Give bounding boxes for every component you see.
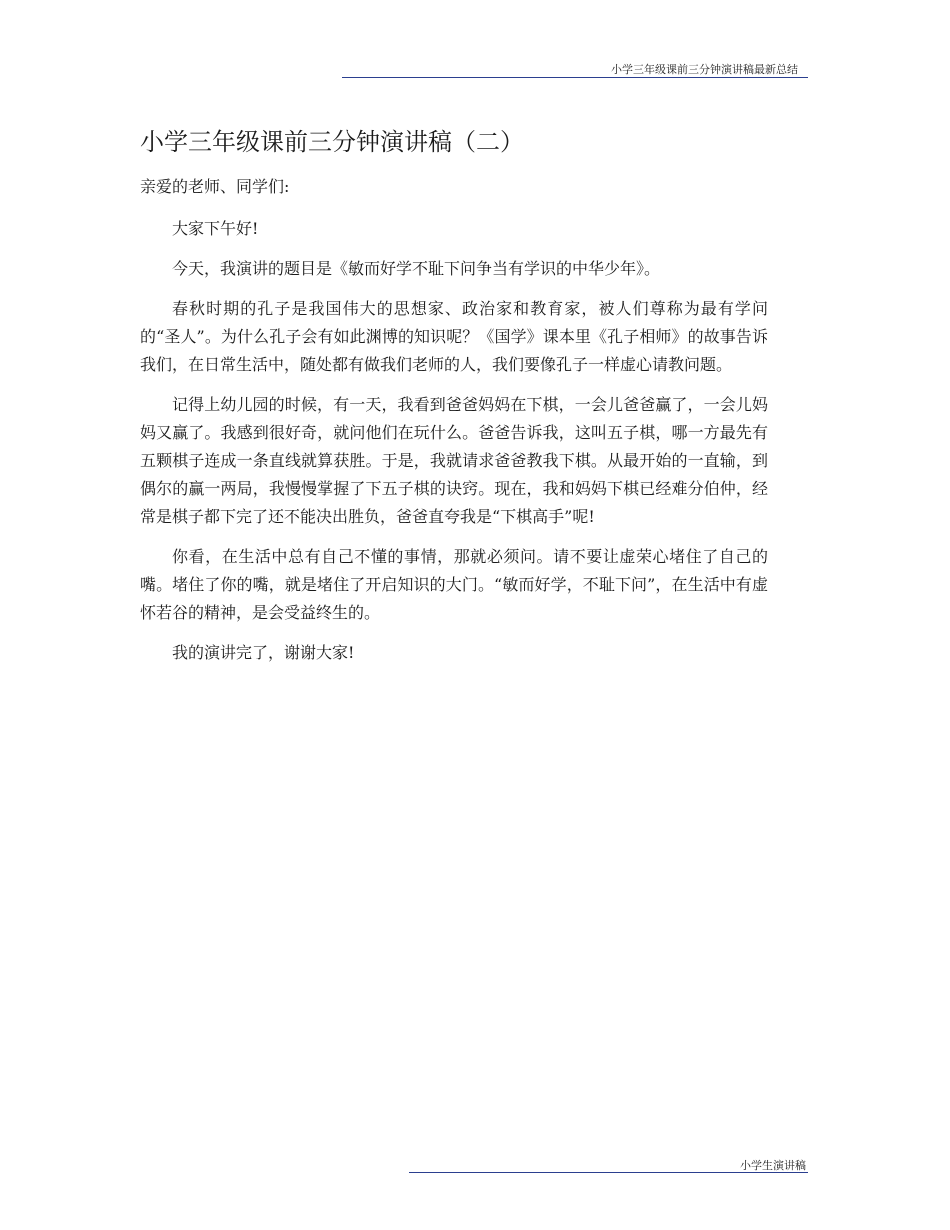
paragraph: 今天，我演讲的题目是《敏而好学不耻下问争当有学识的中华少年》。	[172, 259, 661, 278]
paragraph: 我的演讲完了，谢谢大家!	[172, 643, 355, 662]
paragraph: 记得上幼儿园的时候，有一天，我看到爸爸妈妈在下棋，一会儿爸爸赢了，一会儿妈妈又赢了。我感到很好奇，就问他们在玩什么。爸爸告诉我，这叫五子棋，哪一方最先有五颗棋子连成一条直线就算获胜。于是，我就请求爸爸教我下棋。从最开始的一直输，到偶尔的赢一两局，我慢慢掌握了下五子棋的诀窍。现在，我和妈妈下棋已经难分伯仲，经常是棋子都下完了还不能决出胜负，爸爸直夸我是“下棋高手”呢!	[140, 395, 768, 526]
footer-rule	[409, 1172, 808, 1173]
paragraph: 大家下午好!	[172, 219, 259, 238]
greeting: 亲爱的老师、同学们:	[140, 177, 290, 196]
page-header-text: 小学三年级课前三分钟演讲稿最新总结	[611, 63, 798, 76]
page-footer-text: 小学生演讲稿	[740, 1159, 806, 1172]
paragraph: 春秋时期的孔子是我国伟大的思想家、政治家和教育家，被人们尊称为最有学问的“圣人”。为什么孔子会有如此渊博的知识呢？《国学》课本里《孔子相师》的故事告诉我们，在日常生活中，随处都有做我们老师的人，我们要像孔子一样虚心请教问题。	[140, 299, 768, 374]
document-title: 小学三年级课前三分钟演讲稿（二）	[140, 128, 524, 156]
header-rule	[342, 77, 808, 78]
document-body	[140, 173, 768, 679]
paragraph: 你看，在生活中总有自己不懂的事情，那就必须问。请不要让虚荣心堵住了自己的嘴。堵住了你的嘴，就是堵住了开启知识的大门。“敏而好学，不耻下问”，在生活中有虚怀若谷的精神，是会受益终生的。	[140, 547, 768, 622]
